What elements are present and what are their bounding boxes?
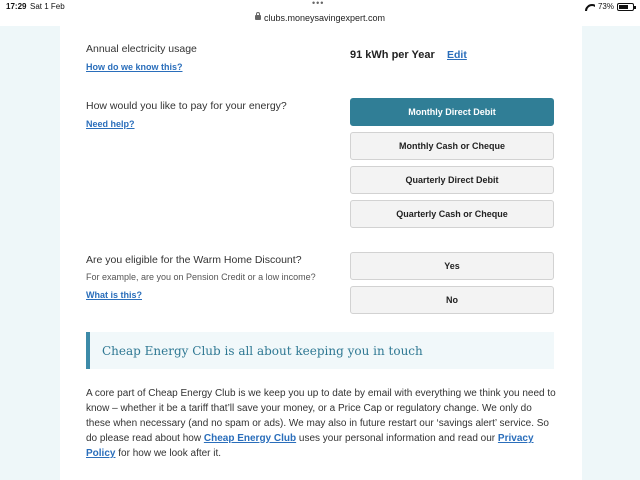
- status-indicators: [585, 2, 634, 11]
- page-background-right: [582, 26, 640, 480]
- wifi-icon: [585, 3, 595, 11]
- keep-in-touch-callout: [86, 332, 554, 369]
- page-background-left: [0, 26, 60, 480]
- payment-option-quarterly-direct-debit[interactable]: Quarterly Direct Debit: [350, 166, 554, 194]
- warm-home-hint: For example, are you on Pension Credit or a low income?: [86, 272, 316, 282]
- usage-value: 91 kWh per Year: [350, 49, 435, 61]
- payment-option-quarterly-cash-cheque[interactable]: Quarterly Cash or Cheque: [350, 200, 554, 228]
- paragraph-text-2: uses your personal information and read our: [296, 433, 498, 444]
- status-time: 17:29: [6, 2, 27, 11]
- status-date: Sat 1 Feb: [30, 2, 65, 11]
- battery-fill: [619, 5, 628, 9]
- payment-option-monthly-cash-cheque[interactable]: Monthly Cash or Cheque: [350, 132, 554, 160]
- lock-icon: [255, 15, 261, 20]
- status-bar: [0, 0, 640, 26]
- battery-percent: 73%: [597, 2, 614, 11]
- how-do-we-know-link[interactable]: How do we know this?: [86, 62, 183, 72]
- cheap-energy-club-link[interactable]: Cheap Energy Club: [203, 433, 297, 444]
- paragraph-text-1: A core part of Cheap Energy Club is we keep you up to date by email with everything we think you need to know – whether it be a tariff that’ll save your money, or a Price Cap or regulatory change. We only do these when necessary (and no spam or ads). We may also in future restart our ‘savings alert’ service. So do please read about how: [86, 388, 556, 444]
- warm-home-question: Are you eligible for the Warm Home Discount?: [86, 254, 302, 266]
- what-is-this-link[interactable]: What is this?: [86, 290, 142, 300]
- payment-option-monthly-direct-debit[interactable]: Monthly Direct Debit: [350, 98, 554, 126]
- address-bar[interactable]: [0, 13, 640, 23]
- privacy-policy-link[interactable]: Privacy Policy: [86, 433, 534, 459]
- battery-icon: [617, 3, 634, 11]
- need-help-link[interactable]: Need help?: [86, 119, 135, 129]
- warm-home-yes-button[interactable]: Yes: [350, 252, 554, 280]
- edit-usage-link[interactable]: Edit: [447, 49, 467, 61]
- warm-home-no-button[interactable]: No: [350, 286, 554, 314]
- url-text: clubs.moneysavingexpert.com: [263, 13, 386, 23]
- payment-question: How would you like to pay for your energy?: [86, 100, 287, 112]
- paragraph-text-3: for how we look after it.: [115, 448, 222, 459]
- privacy-paragraph: [86, 386, 556, 461]
- usage-label: Annual electricity usage: [86, 43, 197, 55]
- callout-heading: Cheap Energy Club is all about keeping you in touch: [102, 343, 423, 358]
- more-dots-icon[interactable]: •••: [312, 0, 325, 8]
